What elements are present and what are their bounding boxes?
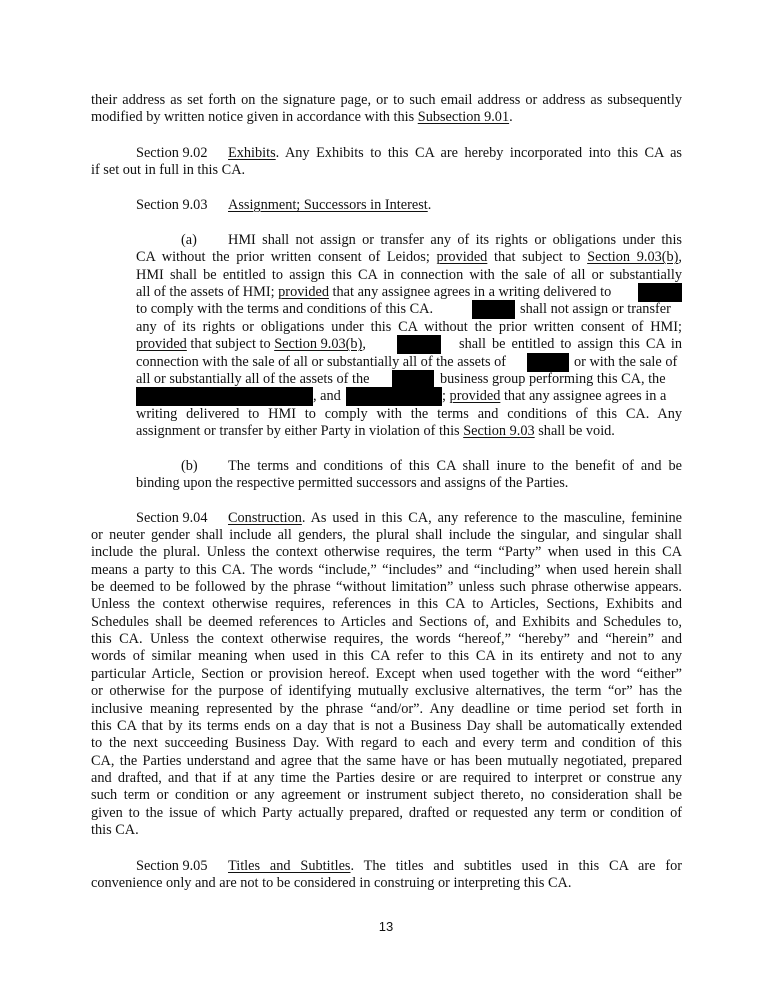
section-9-04-line: this CA that by its terms ends on a day that is not a Business Day shall be automatically extended: [91, 718, 682, 734]
section-9-04-heading: Construction: [228, 510, 302, 526]
section-9-04-line: or neuter gender shall include all genders, the plural shall include the singular, and singular shall: [91, 527, 682, 543]
redaction-box-4: [527, 353, 569, 372]
section-9-04-line: means a party to this CA. The words “include,” “includes” and “including” when used herein shall: [91, 562, 682, 578]
section-9-04-line: given to the issue of which Party actually prepared, drafted or requested any term or condition of: [91, 805, 682, 821]
section-9-03-number: Section 9.03: [136, 197, 208, 213]
section-9-03-heading-line: [136, 197, 432, 214]
cross-reference-9-03b-1: Section 9.03(b): [587, 249, 679, 265]
clause-a-line-3: HMI shall be entitled to assign this CA in connection with the sale of all or substantially: [136, 267, 682, 283]
page-number: 13: [378, 919, 394, 934]
section-9-05-line-2: convenience only and are not to be considered in construing or interpreting this CA.: [91, 875, 572, 891]
section-9-04-line: particular Article, Section or provision hereof. Except when used together with the word “either”: [91, 666, 682, 682]
clause-a-line-10a: , and: [313, 388, 341, 404]
clause-a-line-7a: provided that subject to Section 9.03(b),: [136, 336, 366, 352]
clause-a-line-2: CA without the prior written consent of Leidos; provided that subject to Section 9.03(b),: [136, 249, 682, 265]
clause-b-text-1: The terms and conditions of this CA shall inure to the benefit of and be: [228, 458, 682, 474]
clause-a-line-9b: business group performing this CA, the: [440, 371, 666, 387]
section-9-04-line: Schedules shall be deemed references to Articles and Sections of, and Exhibits and Schedules to,: [91, 614, 682, 630]
section-9-04-text: . As used in this CA, any reference to the masculine, feminine: [301, 510, 682, 526]
proviso-1: provided: [436, 249, 488, 265]
clause-a-line-10b: ; provided that any assignee agrees in a: [442, 388, 667, 404]
section-9-02-line-2: if set out in full in this CA.: [91, 162, 246, 178]
section-9-05-heading: Titles and Subtitles: [228, 858, 351, 874]
section-9-03-period: .: [427, 197, 432, 213]
section-9-04-line: Unless the context otherwise requires, references in this CA to Articles, Sections, Exhibits and: [91, 596, 682, 612]
section-9-04-line: or otherwise for the purpose of identifying mutually exclusive alternatives, the term “or” has the: [91, 683, 682, 699]
clause-a-line-12: assignment or transfer by either Party in violation of this Section 9.03 shall be void.: [136, 423, 615, 439]
section-9-05-text: . The titles and subtitles used in this CA are for: [350, 858, 682, 874]
clause-a-label: (a): [181, 232, 197, 248]
cross-reference-9-03b-2: Section 9.03(b): [274, 336, 363, 352]
intro-line-2: [91, 109, 513, 126]
section-9-04-line: include the plural. Unless the context otherwise requires, the term “Party” when used in this CA: [91, 544, 682, 560]
redaction-box-6: [136, 387, 313, 406]
clause-a-line-8b: or with the sale of: [574, 354, 678, 370]
clause-a-line-5b: shall not assign or transfer: [520, 301, 671, 317]
clause-a-line-9a: all or substantially all of the assets of the: [136, 371, 370, 387]
proviso-3: provided: [136, 336, 187, 352]
clause-a-line-4: all of the assets of HMI; provided that any assignee agrees in a writing delivered to: [136, 284, 612, 300]
proviso-4: provided: [449, 388, 501, 404]
cross-reference-9-01: Subsection 9.01: [417, 109, 510, 125]
section-9-04-line: and drafted, and that if at any time the Parties desire or are required to interpret or construe any: [91, 770, 682, 786]
section-9-04-number: Section 9.04: [136, 510, 208, 526]
section-9-04-line: CA, the Parties understand and agree that the same have or has been mutually negotiated, prepared: [91, 753, 682, 769]
redaction-box-7: [346, 387, 442, 406]
section-9-05-number: Section 9.05: [136, 858, 208, 874]
proviso-2: provided: [278, 284, 329, 300]
section-9-04-line: words of similar meaning when used in this CA refer to this CA in its entirety and not to any: [91, 648, 682, 664]
section-9-04-line: be deemed to be followed by the phrase “without limitation” unless such phrase otherwise appears.: [91, 579, 682, 595]
intro-text: modified by written notice given in accordance with this: [91, 109, 418, 125]
section-9-04-line: such term or condition or any agreement or instrument subject thereto, no consideration shall be: [91, 787, 682, 803]
section-9-03-heading: Assignment; Successors in Interest: [228, 197, 428, 213]
clause-b-label: (b): [181, 458, 198, 474]
intro-period: .: [509, 109, 513, 125]
redaction-box-2: [472, 300, 515, 319]
redaction-box-3: [397, 335, 441, 354]
section-9-04-line: to the next succeeding Business Day. With regard to each and every term and condition of this: [91, 735, 682, 751]
clause-a-line-11: writing delivered to HMI to comply with the terms and conditions of this CA. Any: [136, 406, 682, 422]
section-9-04-line: this CA.: [91, 822, 139, 838]
redaction-box-1: [638, 283, 682, 302]
intro-line-1: their address as set forth on the signature page, or to such email address or address as subsequently: [91, 92, 682, 108]
clause-a-line-5a: to comply with the terms and conditions of this CA.: [136, 301, 434, 317]
section-9-04-line: this CA. Unless the context otherwise requires, the words “hereof,” “hereby” and “herein” and: [91, 631, 682, 647]
section-9-02-number: Section 9.02: [136, 145, 208, 161]
section-9-04-line: inclusive meaning represented by the phrase “and/or”. Any deadline or time period set forth in: [91, 701, 682, 717]
clause-a-line-7b: shall be entitled to assign this CA in: [459, 336, 682, 352]
clause-a-line-8a: connection with the sale of all or substantially all of the assets of: [136, 354, 507, 370]
section-9-02-heading: Exhibits: [228, 145, 276, 161]
clause-a-line-6: any of its rights or obligations under this CA without the prior written consent of HMI;: [136, 319, 682, 335]
cross-reference-9-03: Section 9.03: [463, 423, 535, 439]
section-9-02-text: . Any Exhibits to this CA are hereby incorporated into this CA as: [275, 145, 682, 161]
clause-b-line-2: binding upon the respective permitted successors and assigns of the Parties.: [136, 475, 569, 491]
clause-a-text-1: HMI shall not assign or transfer any of its rights or obligations under this: [228, 232, 682, 248]
